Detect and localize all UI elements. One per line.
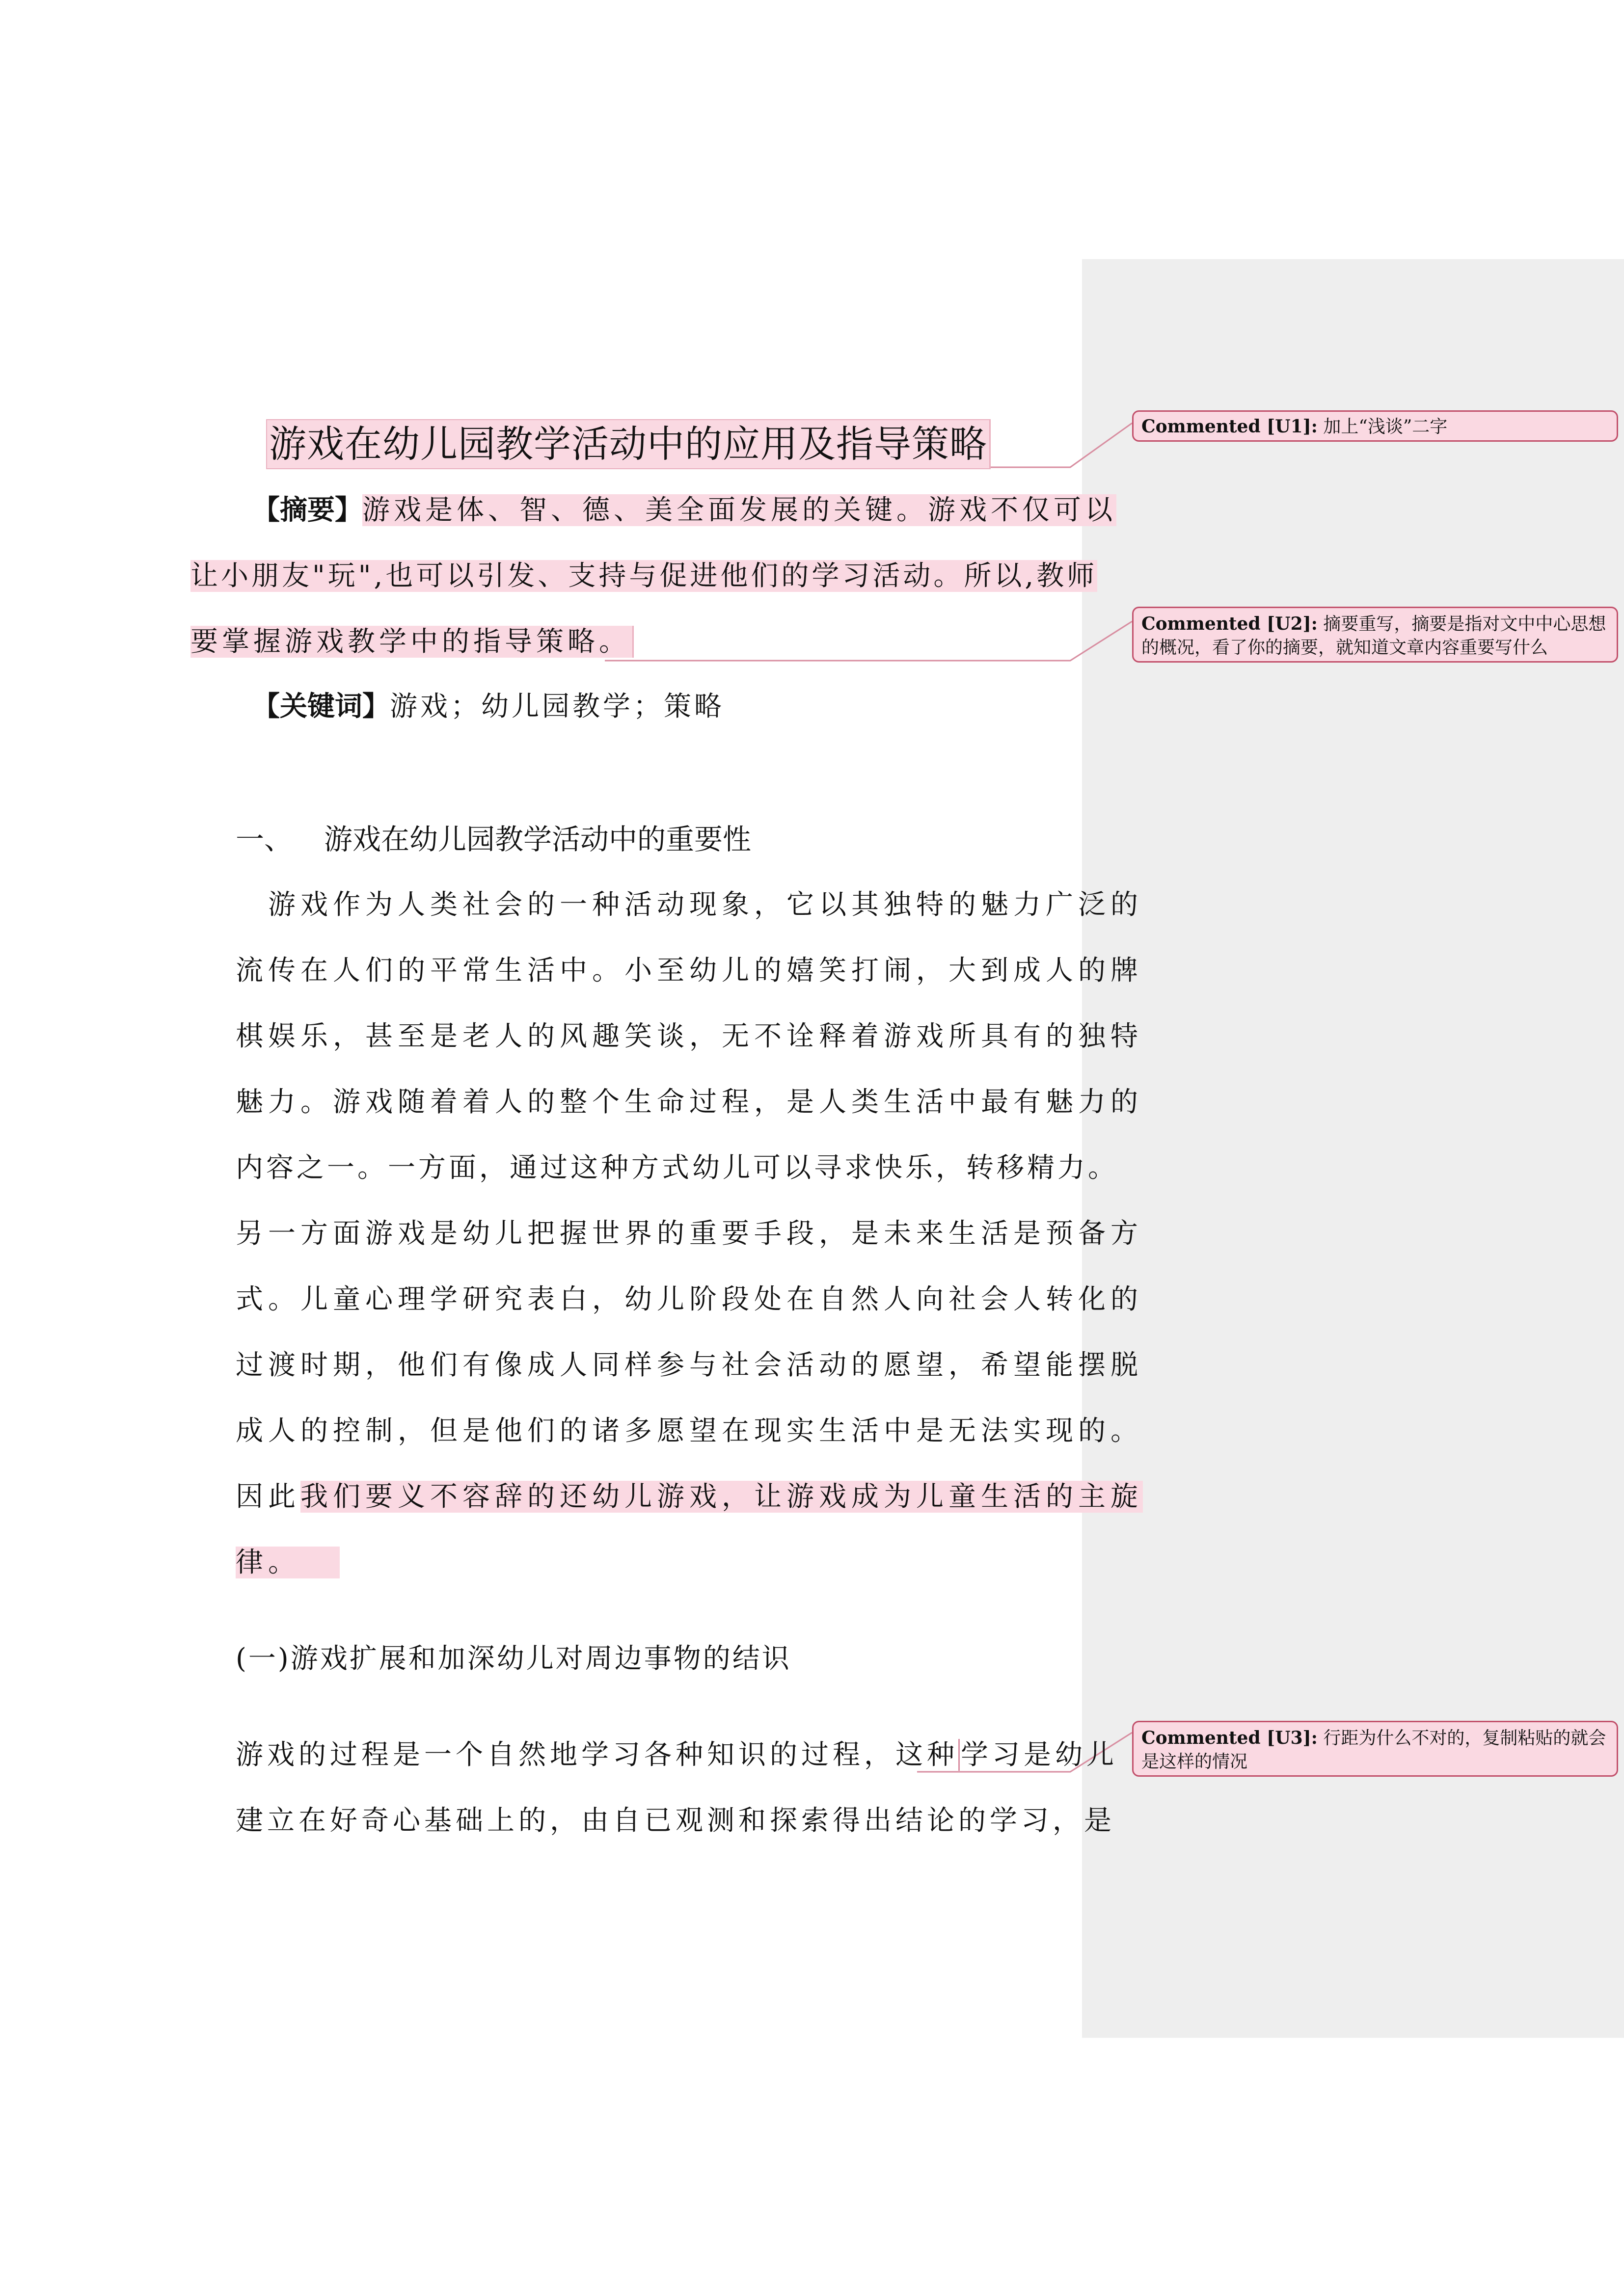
paragraph-line: 式。儿童心理学研究表白，幼儿阶段处在自然人向社会人转化的 (236, 1283, 1143, 1315)
comment-leader-u2 (605, 621, 1132, 661)
paragraph-line: 游戏作为人类社会的一种活动现象，它以其独特的魅力广泛的 (236, 889, 1143, 921)
abstract-label: 【摘要】 (252, 494, 362, 526)
paragraph-line-highlighted (236, 1543, 340, 1582)
paragraph-line-highlighted (236, 1477, 1143, 1517)
plain-text: 因此 (236, 1481, 300, 1513)
paragraph-line (236, 1735, 1118, 1775)
comment-text: 加上“浅谈”二字 (1323, 417, 1448, 437)
highlighted-text: 律。 (236, 1547, 340, 1578)
keywords-label: 【关键词】 (252, 691, 390, 722)
comment-tag: Commented [U3]: (1141, 1728, 1318, 1748)
paragraph-line: 另一方面游戏是幼儿把握世界的重要手段，是未来生活是预备方 (236, 1218, 1143, 1250)
comment-balloon-u3[interactable] (1132, 1721, 1618, 1777)
paragraph-line: 魅力。游戏随着着人的整个生命过程，是人类生活中最有魅力的 (236, 1086, 1143, 1118)
paragraph-line: 建立在好奇心基础上的，由自已观测和探索得出结论的学习，是 (236, 1805, 1115, 1837)
abstract-line-1 (252, 491, 1116, 530)
comment-text: 行距为什么不对的，复制粘贴的就会是这样的情况 (1141, 1728, 1606, 1772)
paragraph-line: 内容之一。一方面，通过这种方式幼儿可以寻求快乐，转移精力。 (236, 1152, 1118, 1184)
text-before-anchor: 游戏的过程是一个自然地学习各种知识的过程，这种 (236, 1739, 958, 1771)
comment-tag: Commented [U1]: (1141, 416, 1318, 437)
section-heading-1 (236, 820, 751, 859)
paragraph-line: 成人的控制，但是他们的诸多愿望在现实生活中是无法实现的。 (236, 1415, 1143, 1447)
paragraph-line: 过渡时期，他们有像成人同样参与社会活动的愿望，希望能摆脱 (236, 1349, 1143, 1381)
title-highlight: 游戏在幼儿园教学活动中的应用及指导策略 (266, 419, 991, 469)
comment-anchored-text: 学习是幼儿 (958, 1739, 1118, 1771)
comment-tag: Commented [U2]: (1141, 614, 1318, 634)
abstract-line-2 (190, 557, 1097, 596)
abstract-line-3 (190, 622, 634, 662)
paragraph-line: 流传在人们的平常生活中。小至幼儿的嬉笑打闹，大到成人的牌 (236, 955, 1143, 987)
paragraph-line: 棋娱乐，甚至是老人的风趣笑谈，无不诠释着游戏所具有的独特 (236, 1020, 1143, 1052)
keywords-line (252, 687, 725, 726)
abstract-text-1: 游戏是体、智、德、美全面发展的关键。游戏不仅可以 (362, 494, 1116, 526)
comment-text: 摘要重写，摘要是指对文中中心思想的概况，看了你的摘要，就知道文章内容重要写什么 (1141, 614, 1606, 658)
comment-balloon-u1[interactable] (1132, 410, 1618, 442)
abstract-text-3: 要掌握游戏教学中的指导策略。 (190, 626, 634, 658)
section-number: 一、 (236, 823, 293, 856)
highlighted-text: 我们要义不容辞的还幼儿游戏，让游戏成为儿童生活的主旋 (300, 1481, 1143, 1513)
comment-leader-u1 (990, 423, 1132, 467)
keywords-text: 游戏；幼儿园教学；策略 (390, 691, 725, 722)
abstract-text-2: 让小朋友"玩",也可以引发、支持与促进他们的学习活动。所以,教师 (190, 560, 1098, 592)
document-title (266, 419, 990, 467)
section-title: 游戏在幼儿园教学活动中的重要性 (324, 823, 752, 856)
subsection-heading: (一)游戏扩展和加深幼儿对周边事物的结识 (236, 1643, 791, 1675)
comment-balloon-u2[interactable] (1132, 607, 1618, 663)
